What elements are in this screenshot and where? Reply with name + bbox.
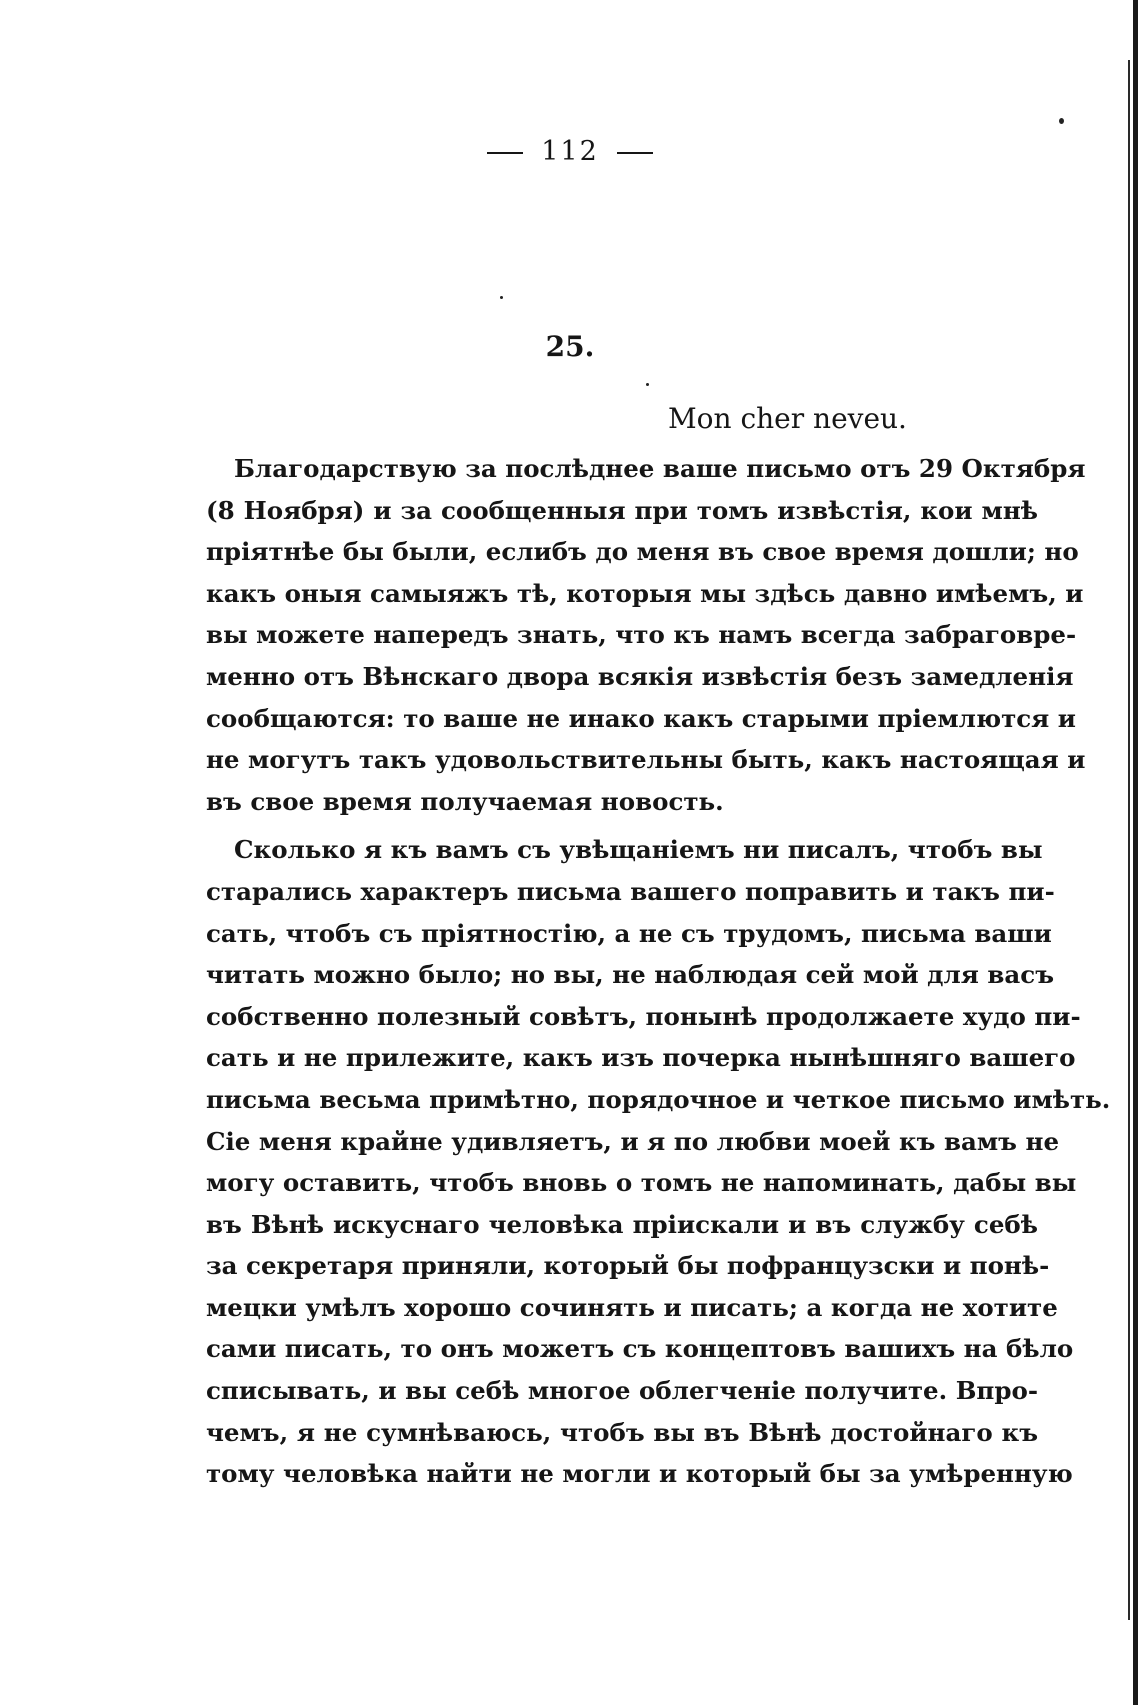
page-number-value: 112 [541, 136, 599, 167]
letter-number: 25. [545, 330, 595, 363]
text-line: пріятнѣе бы были, еслибъ до меня въ свое время дошли; но [206, 537, 1079, 567]
text-line: сать и не прилежите, какъ изъ почерка нынѣшняго вашего [206, 1043, 1076, 1073]
text-line: мецки умѣлъ хорошо сочинять и писать; а когда не хотите [206, 1292, 1058, 1322]
text-line: какъ оныя самыяжъ тѣ, которыя мы здѣсь давно имѣемъ, и [206, 578, 1084, 608]
text-line: чемъ, я не сумнѣваюсь, чтобъ вы въ Вѣнѣ достойнаго къ [206, 1417, 1038, 1447]
dash-left [487, 152, 523, 154]
dash-right [617, 152, 653, 154]
text-line: сообщаются: то ваше не инако какъ старыми пріемлются и [206, 703, 1076, 733]
page-edge-line [1128, 60, 1130, 1620]
text-line: Сіе меня крайне удивляетъ, и я по любви моей къ вамъ не [206, 1126, 1060, 1156]
paragraph-1 [206, 448, 1086, 822]
text-line: списывать, и вы себѣ многое облегченіе получите. Впро- [206, 1376, 1038, 1406]
text-line: тому человѣка найти не могли и который бы за умѣренную [206, 1459, 1073, 1489]
text-line: собственно полезный совѣтъ, понынѣ продолжаете худо пи- [206, 1001, 1081, 1031]
text-line: менно отъ Вѣнскаго двора всякія извѣстія безъ замедленія [206, 661, 1074, 691]
text-line: читать можно было; но вы, не наблюдая сей мой для васъ [206, 960, 1055, 990]
salutation: Mon cher neveu. [668, 402, 907, 435]
ink-speck [1059, 118, 1064, 124]
text-line: письма весьма примѣтно, порядочное и четкое письмо имѣть. [206, 1084, 1111, 1114]
text-line: вы можете напередъ знать, что къ намъ всегда забраговре- [206, 620, 1077, 650]
text-line: Сколько я къ вамъ съ увѣщаніемъ ни писалъ, чтобъ вы [234, 835, 1043, 865]
page-number [0, 136, 1140, 167]
text-line: въ Вѣнѣ искуснаго человѣка пріискали и въ службу себѣ [206, 1209, 1038, 1239]
text-line: не могутъ такъ удовольствительны быть, какъ настоящая и [206, 745, 1086, 775]
text-line: Благодарствую за послѣднее ваше письмо отъ 29 Октября [234, 454, 1086, 483]
text-line: (8 Ноября) и за сообщенныя при томъ извѣстія, кои мнѣ [206, 495, 1038, 525]
letter-body [206, 448, 1111, 1502]
page-edge-shadow [1133, 0, 1138, 1705]
text-line: старались характеръ письма вашего поправить и такъ пи- [206, 876, 1055, 906]
text-line: сать, чтобъ съ пріятностію, а не съ трудомъ, письма ваши [206, 918, 1052, 948]
ink-speck [500, 296, 503, 299]
text-line: могу оставить, чтобъ вновь о томъ не напоминать, дабы вы [206, 1168, 1077, 1198]
paragraph-2 [206, 829, 1111, 1495]
text-line: въ свое время получаемая новость. [206, 786, 724, 816]
ink-speck [646, 383, 649, 386]
text-line: сами писать, то онъ можетъ съ концептовъ вашихъ на бѣло [206, 1334, 1074, 1364]
text-line: за секретаря приняли, который бы пофранцузски и понѣ- [206, 1251, 1050, 1281]
